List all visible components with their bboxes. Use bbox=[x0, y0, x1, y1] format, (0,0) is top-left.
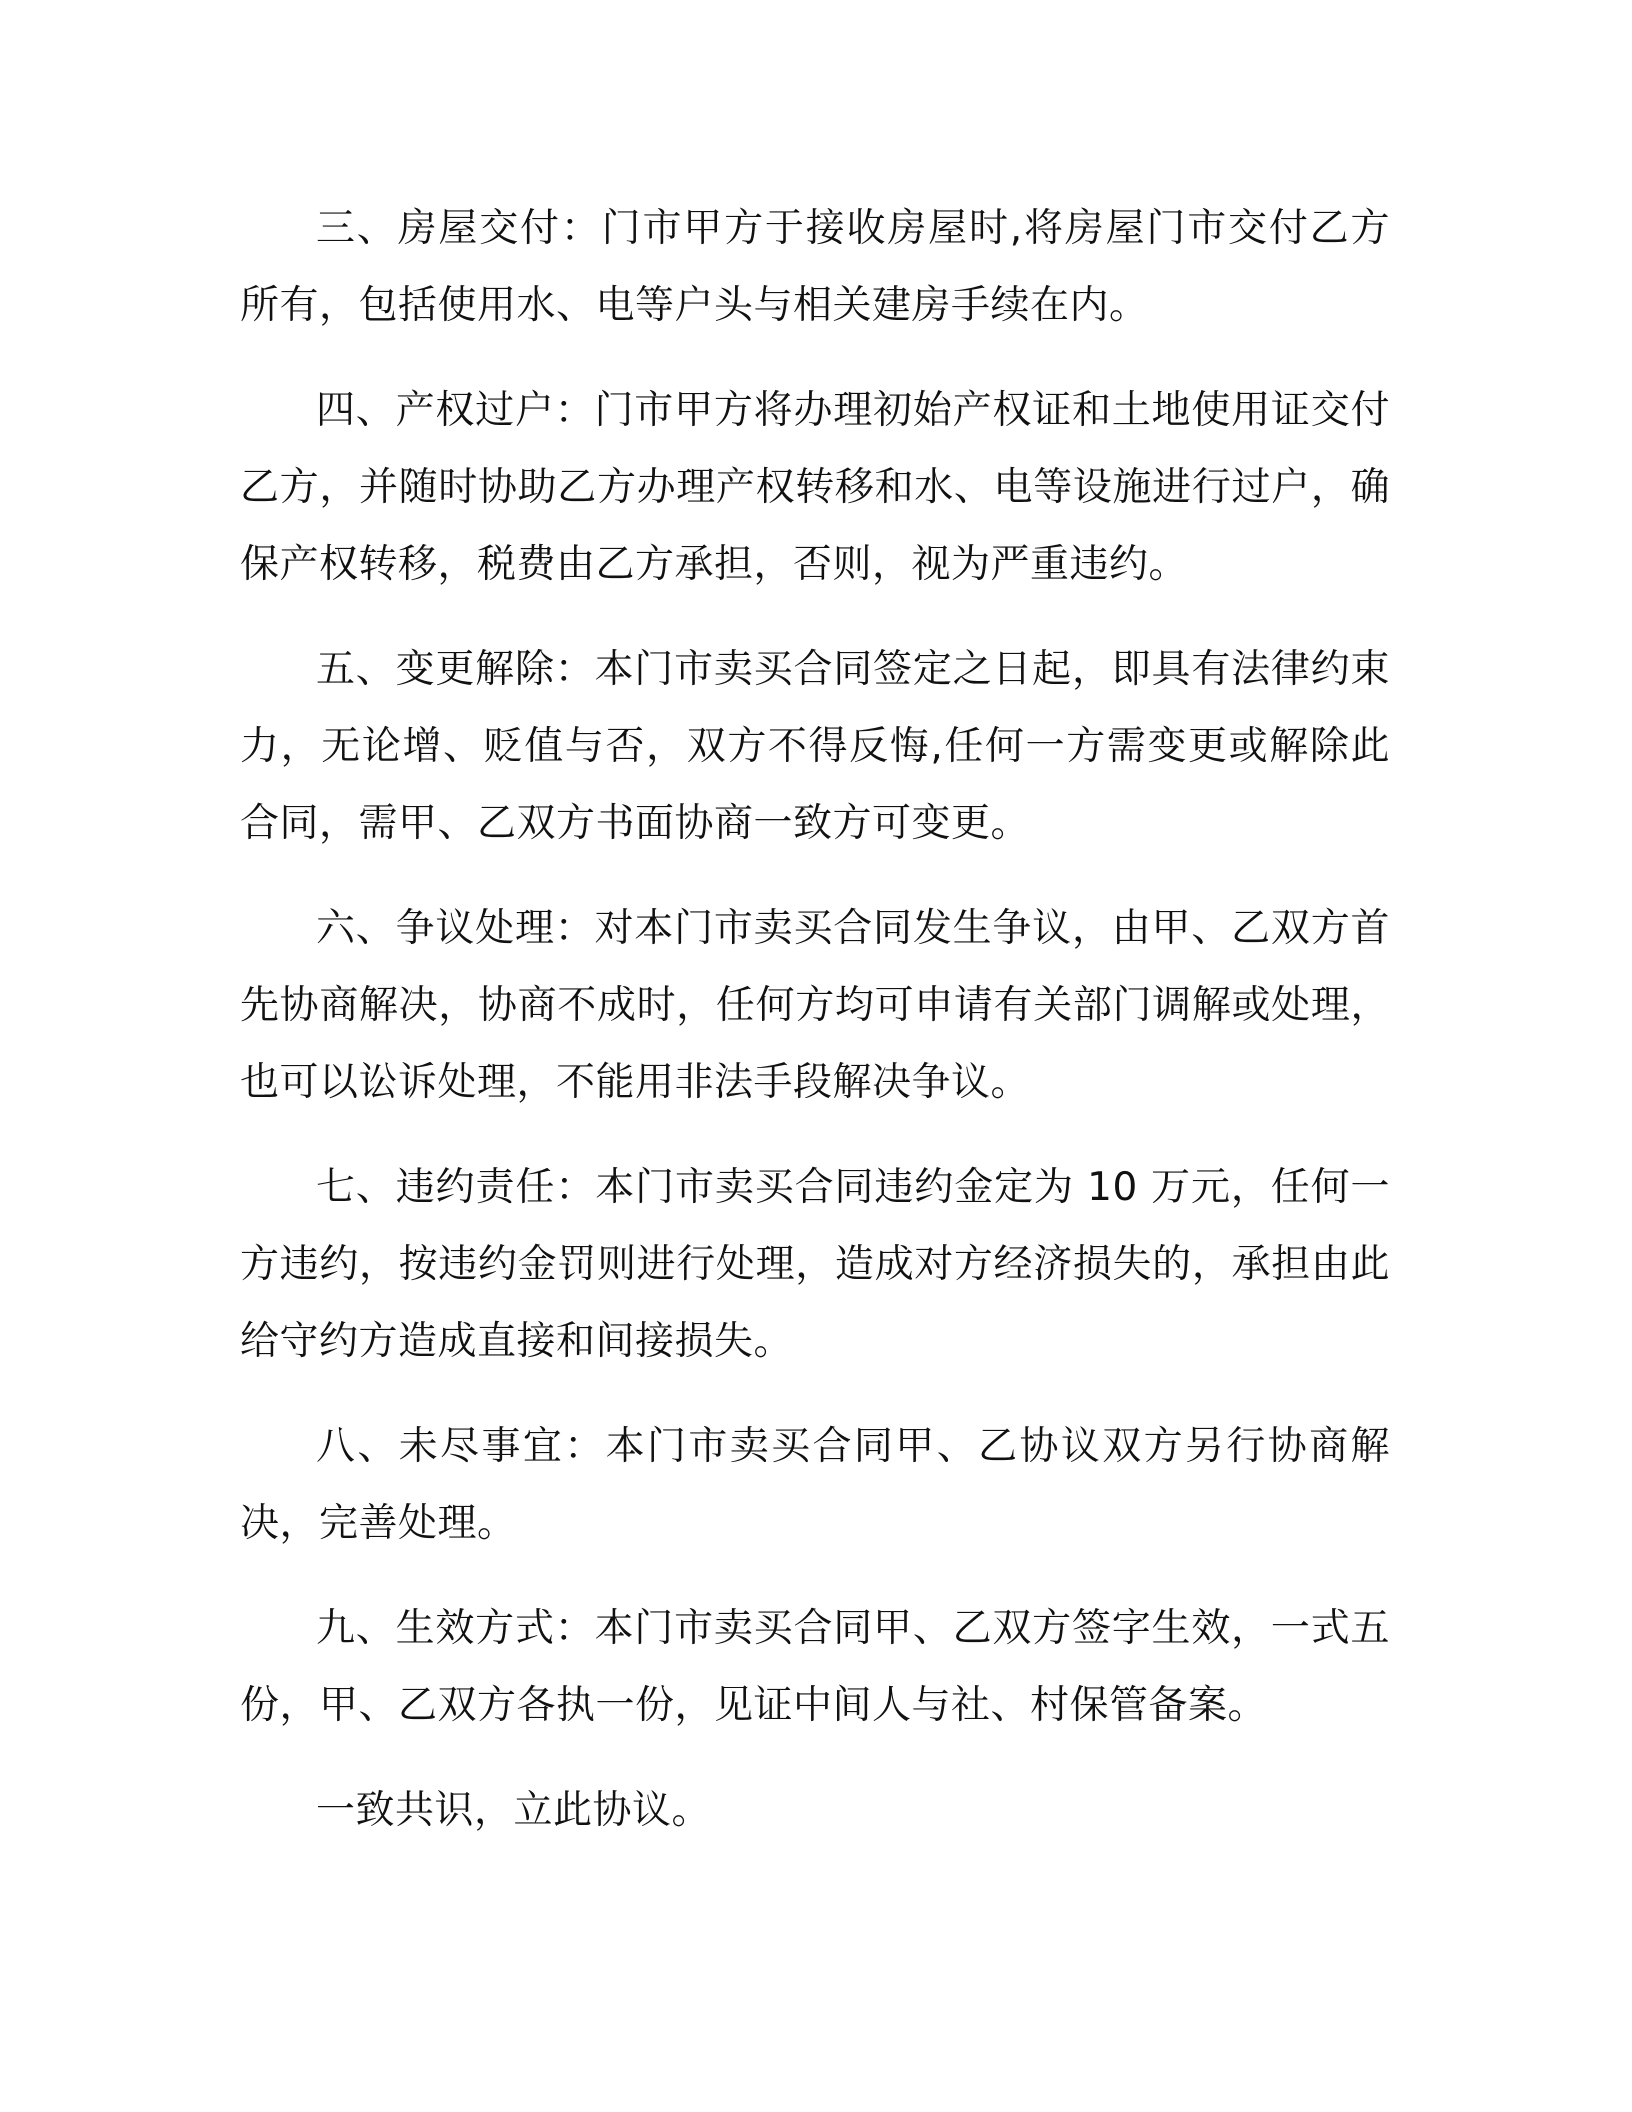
clause-8-unfinished-matters: 八、未尽事宜：本门市卖买合同甲、乙协议双方另行协商解决，完善处理。 bbox=[240, 1424, 1390, 1546]
clause-6-dispute-handling: 六、争议处理：对本门市卖买合同发生争议，由甲、乙双方首先协商解决，协商不成时，任何方均可申请有关部门调解或处理，也可以讼诉处理，不能用非法手段解决争议。 bbox=[240, 906, 1390, 1105]
clause-3-house-delivery: 三、房屋交付：门市甲方于接收房屋时,将房屋门市交付乙方所有，包括使用水、电等户头与相关建房手续在内。 bbox=[240, 206, 1390, 328]
clause-4-property-transfer: 四、产权过户：门市甲方将办理初始产权证和土地使用证交付乙方，并随时协助乙方办理产权转移和水、电等设施进行过户，确保产权转移，税费由乙方承担，否则，视为严重违约。 bbox=[240, 388, 1390, 587]
clause-5-change-termination: 五、变更解除：本门市卖买合同签定之日起，即具有法律约束力，无论增、贬值与否，双方不得反悔,任何一方需变更或解除此合同，需甲、乙双方书面协商一致方可变更。 bbox=[240, 647, 1390, 846]
clause-9-effective-method: 九、生效方式：本门市卖买合同甲、乙双方签字生效，一式五份，甲、乙双方各执一份，见证中间人与社、村保管备案。 bbox=[240, 1606, 1390, 1728]
agreement-closing: 一致共识，立此协议。 bbox=[316, 1788, 712, 1833]
clause-7-breach-liability: 七、违约责任：本门市卖买合同违约金定为 10 万元，任何一方违约，按违约金罚则进行处理，造成对方经济损失的，承担由此给守约方造成直接和间接损失。 bbox=[240, 1165, 1390, 1364]
document-body bbox=[240, 190, 1390, 1849]
